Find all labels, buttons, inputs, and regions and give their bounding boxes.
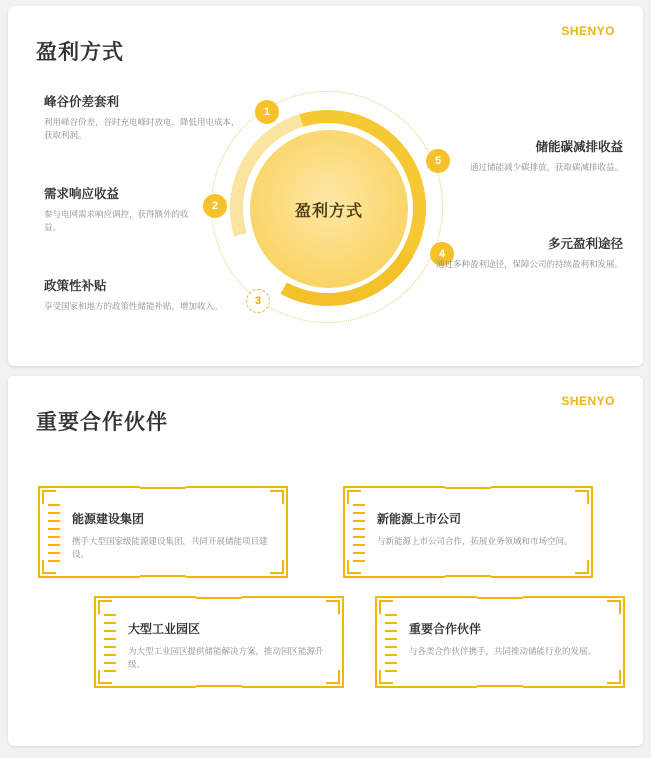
partner-card[interactable] xyxy=(94,596,344,688)
card-notch-top xyxy=(140,484,186,489)
caption-title: 政策性补贴 xyxy=(44,279,107,293)
corner-bracket-icon xyxy=(42,490,56,504)
card-desc: 携手大型国家级能源建设集团，共同开展储能项目建设。 xyxy=(72,536,268,559)
diagram-node-3[interactable]: 3 xyxy=(246,289,270,313)
card-notch-top xyxy=(445,484,491,489)
corner-bracket-icon xyxy=(326,670,340,684)
partner-card[interactable] xyxy=(375,596,625,688)
page-title: 盈利方式 xyxy=(36,41,124,64)
card-notch-bottom xyxy=(445,575,491,580)
caption-desc: 通过多种盈利途径，保障公司的持续盈利和发展。 xyxy=(435,259,623,269)
diagram-node-2[interactable]: 2 xyxy=(203,194,227,218)
caption-desc: 利用峰谷价差，谷时充电峰时放电，降低用电成本，获取利润。 xyxy=(44,117,240,140)
caption-desc: 参与电网需求响应调控，获得额外的收益。 xyxy=(44,209,189,232)
corner-bracket-icon xyxy=(379,600,393,614)
card-desc: 为大型工业园区提供储能解决方案，推动园区能源升级。 xyxy=(128,646,324,669)
caption-carbon-reduction xyxy=(393,137,623,174)
card-title: 新能源上市公司 xyxy=(377,512,462,526)
card-title: 大型工业园区 xyxy=(128,622,201,636)
corner-bracket-icon xyxy=(607,600,621,614)
corner-bracket-icon xyxy=(575,490,589,504)
spring-decor-icon xyxy=(385,614,397,670)
diagram-node-1[interactable]: 1 xyxy=(255,100,279,124)
caption-desc: 通过储能减少碳排放，获取碳减排收益。 xyxy=(469,162,623,172)
card-title: 重要合作伙伴 xyxy=(409,622,482,636)
diagram-node-5[interactable]: 5 xyxy=(426,149,450,173)
partners-slide xyxy=(8,376,643,746)
corner-bracket-icon xyxy=(347,490,361,504)
spring-decor-icon xyxy=(353,504,365,560)
card-notch-bottom xyxy=(477,685,523,690)
caption-title: 储能碳减排收益 xyxy=(535,140,623,154)
corner-bracket-icon xyxy=(575,560,589,574)
diagram-node-4[interactable]: 4 xyxy=(430,242,454,266)
card-notch-top xyxy=(477,594,523,599)
spring-decor-icon xyxy=(48,504,60,560)
card-desc: 与新能源上市公司合作，拓展业务领域和市场空间。 xyxy=(377,536,573,546)
corner-bracket-icon xyxy=(270,560,284,574)
diagram-center-label: 盈利方式 xyxy=(294,202,363,220)
caption-title: 峰谷价差套利 xyxy=(44,95,120,109)
profit-model-slide xyxy=(8,6,643,366)
caption-desc: 享受国家和地方的政策性储能补贴，增加收入。 xyxy=(44,301,223,311)
partner-card[interactable] xyxy=(38,486,288,578)
card-notch-top xyxy=(196,594,242,599)
card-notch-bottom xyxy=(140,575,186,580)
card-body xyxy=(72,510,272,561)
card-notch-bottom xyxy=(196,685,242,690)
brand-logo: SHENYO xyxy=(561,394,615,408)
card-desc: 与各类合作伙伴携手，共同推动储能行业的发展。 xyxy=(409,646,597,656)
brand-logo: SHENYO xyxy=(561,24,615,38)
card-body xyxy=(409,620,609,658)
card-body xyxy=(377,510,577,548)
caption-multi-channel xyxy=(393,234,623,271)
caption-title: 多元盈利途径 xyxy=(547,237,623,251)
caption-policy-subsidy xyxy=(44,276,274,313)
caption-title: 需求响应收益 xyxy=(44,187,120,201)
caption-demand-response xyxy=(44,184,274,234)
card-title: 能源建设集团 xyxy=(72,512,145,526)
corner-bracket-icon xyxy=(607,670,621,684)
corner-bracket-icon xyxy=(98,600,112,614)
spring-decor-icon xyxy=(104,614,116,670)
corner-bracket-icon xyxy=(326,600,340,614)
caption-peak-valley xyxy=(44,92,274,142)
partner-card[interactable] xyxy=(343,486,593,578)
page-title: 重要合作伙伴 xyxy=(36,411,168,434)
card-body xyxy=(128,620,328,671)
corner-bracket-icon xyxy=(270,490,284,504)
